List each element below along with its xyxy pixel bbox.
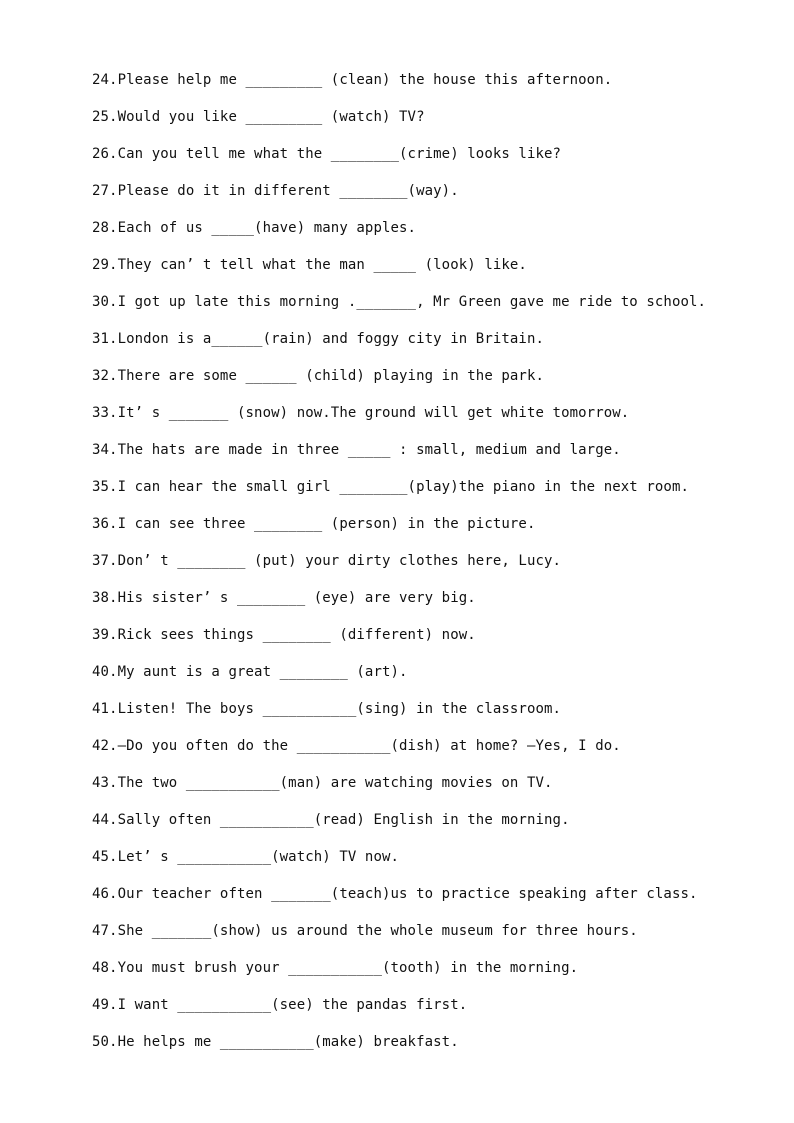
question-47: 47.She _______(show) us around the whole museum for three hours. (92, 923, 638, 939)
question-37: 37.Don’ t ________ (put) your dirty clothes here, Lucy. (92, 553, 562, 569)
question-41: 41.Listen! The boys ___________(sing) in the classroom. (92, 701, 562, 717)
question-46: 46.Our teacher often _______(teach)us to practice speaking after class. (92, 886, 698, 902)
question-list (92, 70, 732, 1069)
question-44: 44.Sally often ___________(read) English in the morning. (92, 812, 570, 828)
question-29: 29.They can’ t tell what the man _____ (look) like. (92, 257, 527, 273)
question-34: 34.The hats are made in three _____ : small, medium and large. (92, 442, 621, 458)
question-50: 50.He helps me ___________(make) breakfast. (92, 1034, 459, 1050)
question-25: 25.Would you like _________ (watch) TV? (92, 109, 425, 125)
question-24: 24.Please help me _________ (clean) the house this afternoon. (92, 72, 613, 88)
question-36: 36.I can see three ________ (person) in the picture. (92, 516, 536, 532)
question-49: 49.I want ___________(see) the pandas first. (92, 997, 468, 1013)
question-48: 48.You must brush your ___________(tooth) in the morning. (92, 960, 579, 976)
question-28: 28.Each of us _____(have) many apples. (92, 220, 417, 236)
question-40: 40.My aunt is a great ________ (art). (92, 664, 408, 680)
question-27: 27.Please do it in different ________(way). (92, 183, 459, 199)
question-26: 26.Can you tell me what the ________(crime) looks like? (92, 146, 562, 162)
question-35: 35.I can hear the small girl ________(play)the piano in the next room. (92, 479, 690, 495)
question-31: 31.London is a______(rain) and foggy city in Britain. (92, 331, 545, 347)
question-42: 42.—Do you often do the ___________(dish) at home? —Yes, I do. (92, 738, 621, 754)
question-45: 45.Let’ s ___________(watch) TV now. (92, 849, 400, 865)
question-38: 38.His sister’ s ________ (eye) are very big. (92, 590, 476, 606)
question-32: 32.There are some ______ (child) playing in the park. (92, 368, 545, 384)
question-39: 39.Rick sees things ________ (different) now. (92, 627, 476, 643)
question-43: 43.The two ___________(man) are watching movies on TV. (92, 775, 553, 791)
question-30: 30.I got up late this morning ._______, Mr Green gave me ride to school. (92, 294, 707, 310)
question-33: 33.It’ s _______ (snow) now.The ground will get white tomorrow. (92, 405, 630, 421)
